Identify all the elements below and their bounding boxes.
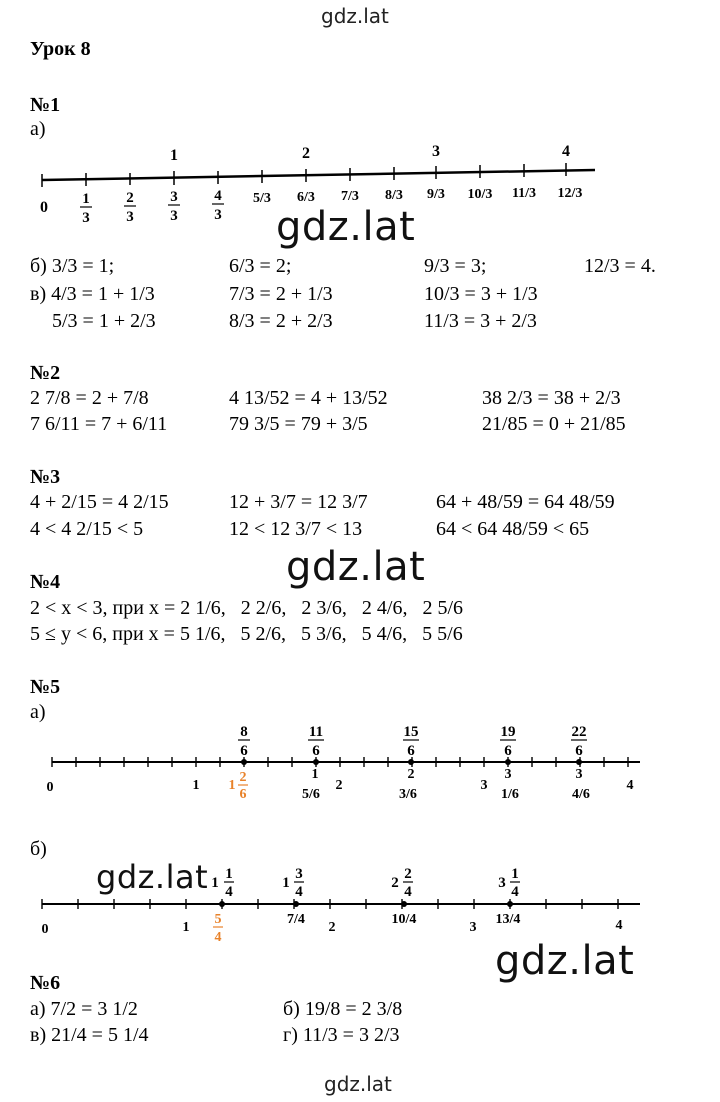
task3-heading: №3 (30, 466, 61, 488)
frac-den: 3 (126, 209, 134, 225)
top-label: 3 (432, 143, 440, 160)
task2-item: 21/85 = 0 + 21/85 (482, 413, 626, 435)
watermark-bottom: gdz.lat (324, 1072, 392, 1096)
zero-label: 0 (40, 199, 48, 216)
frac-inline: 6/3 (297, 190, 315, 205)
below-whole: 3 (504, 767, 512, 782)
watermark-big: gdz.lat (276, 204, 416, 250)
task3-item: 12 + 3/7 = 12 3/7 (229, 491, 368, 513)
task1-v-item: 11/3 = 3 + 2/3 (424, 310, 537, 332)
task1-b-item: б) 3/3 = 1; (30, 255, 115, 277)
task2-heading: №2 (30, 362, 61, 384)
watermark-top: gdz.lat (321, 4, 389, 28)
below-whole: 1 (311, 767, 319, 782)
mixed-whole: 1 (282, 875, 290, 891)
frac-inline: 5/3 (253, 191, 271, 206)
task1-b-item: 6/3 = 2; (229, 255, 292, 277)
highlight-fraction (213, 912, 223, 945)
task5a-number-line (30, 720, 650, 805)
task1-v-item: 8/3 = 2 + 2/3 (229, 310, 333, 332)
integer-label: 1 (182, 920, 190, 935)
task1-heading: №1 (30, 94, 61, 116)
frac-den: 3 (214, 207, 222, 223)
task2-item: 7 6/11 = 7 + 6/11 (30, 413, 168, 435)
mixed-den: 4 (295, 884, 303, 900)
mixed-num: 1 (511, 866, 519, 882)
frac-num: 15 (403, 724, 419, 740)
top-label: 1 (170, 147, 178, 164)
task3-item: 64 + 48/59 = 64 48/59 (436, 491, 615, 513)
frac-inline: 7/3 (341, 189, 359, 204)
task5-part-a: а) (30, 701, 46, 723)
integer-label: 1 (192, 778, 200, 793)
watermark-big: gdz.lat (495, 938, 635, 984)
mixed-num: 2 (404, 866, 412, 882)
frac-inline: 9/3 (427, 187, 445, 202)
task3-item: 4 + 2/15 = 4 2/15 (30, 491, 169, 513)
integer-label: 0 (46, 780, 54, 795)
task3-item: 4 < 4 2/15 < 5 (30, 518, 144, 540)
mixed-num: 1 (225, 866, 233, 882)
frac-den: 3 (82, 210, 90, 226)
task2-item: 38 2/3 = 38 + 2/3 (482, 387, 621, 409)
integer-label: 3 (480, 778, 488, 793)
axis-line (42, 170, 595, 180)
frac-num: 1 (82, 191, 90, 207)
frac-num: 22 (571, 724, 587, 740)
task1-number-line (30, 140, 610, 235)
top-label: 4 (562, 143, 570, 160)
integer-label: 4 (615, 918, 623, 933)
frac-den: 6 (312, 743, 320, 759)
frac-num: 2 (126, 190, 134, 206)
mixed-num: 3 (295, 866, 303, 882)
frac-den: 6 (504, 743, 512, 759)
watermark-big: gdz.lat (286, 544, 426, 590)
mixed-den: 4 (404, 884, 412, 900)
frac-num: 3 (170, 189, 178, 205)
task2-item: 4 13/52 = 4 + 13/52 (229, 387, 388, 409)
task4-line: 5 ≤ y < 6, при x = 5 1/6, 5 2/6, 5 3/6, 5 4/6, 5 5/6 (30, 623, 463, 645)
hl-den: 4 (214, 930, 222, 945)
mixed-den: 4 (225, 884, 233, 900)
task5-heading: №5 (30, 676, 61, 698)
task1-v-item: 7/3 = 2 + 1/3 (229, 283, 333, 305)
task1-v-item: 10/3 = 3 + 1/3 (424, 283, 538, 305)
integer-label: 4 (626, 778, 634, 793)
task6-item: а) 7/2 = 3 1/2 (30, 998, 138, 1020)
integer-label: 3 (469, 920, 477, 935)
lesson-title: Урок 8 (30, 38, 91, 60)
task5b-number-line (30, 860, 650, 945)
hl-whole: 1 (228, 778, 236, 793)
task2-item: 79 3/5 = 79 + 3/5 (229, 413, 368, 435)
frac-num: 19 (500, 724, 516, 740)
integer-label: 2 (335, 778, 343, 793)
integer-label: 2 (328, 920, 336, 935)
integer-label: 0 (41, 922, 49, 937)
frac-num: 4 (214, 188, 222, 204)
task1-part-a: а) (30, 118, 46, 140)
below-frac: 3/6 (399, 787, 417, 802)
task2-item: 2 7/8 = 2 + 7/8 (30, 387, 149, 409)
below-label: 13/4 (495, 912, 521, 927)
highlight-mixed (229, 770, 249, 802)
frac-num: 11 (308, 724, 324, 740)
task5-part-b: б) (30, 838, 47, 860)
below-whole: 3 (575, 767, 583, 782)
below-label: 10/4 (391, 912, 417, 927)
task6-item: г) 11/3 = 3 2/3 (283, 1024, 400, 1046)
task3-item: 64 < 64 48/59 < 65 (436, 518, 590, 540)
mixed-whole: 2 (391, 875, 399, 891)
task4-line: 2 < x < 3, при x = 2 1/6, 2 2/6, 2 3/6, 2 4/6, 2 5/6 (30, 597, 464, 619)
frac-den: 6 (575, 743, 583, 759)
top-label: 2 (302, 145, 310, 162)
hl-num: 2 (239, 770, 247, 785)
frac-den: 6 (240, 743, 248, 759)
below-whole: 2 (407, 767, 415, 782)
hl-den: 6 (239, 787, 247, 802)
task1-v-item: в) 4/3 = 1 + 1/3 (30, 283, 155, 305)
watermark-big: gdz.lat (96, 858, 209, 896)
frac-num: 8 (240, 724, 248, 740)
frac-den: 6 (407, 743, 415, 759)
task4-heading: №4 (30, 571, 61, 593)
task1-v-item: 5/3 = 1 + 2/3 (52, 310, 156, 332)
frac-inline: 12/3 (557, 186, 583, 201)
frac-den: 3 (170, 208, 178, 224)
task6-heading: №6 (30, 972, 61, 994)
task1-b-item: 9/3 = 3; (424, 255, 487, 277)
mixed-whole: 1 (211, 875, 219, 891)
frac-inline: 11/3 (511, 186, 537, 201)
task6-item: б) 19/8 = 2 3/8 (283, 998, 403, 1020)
frac-inline: 10/3 (467, 187, 493, 202)
below-frac: 1/6 (501, 787, 519, 802)
below-label: 7/4 (287, 912, 305, 927)
task1-b-item: 12/3 = 4. (584, 255, 656, 277)
task3-item: 12 < 12 3/7 < 13 (229, 518, 363, 540)
mixed-whole: 3 (498, 875, 506, 891)
task6-item: в) 21/4 = 5 1/4 (30, 1024, 149, 1046)
frac-inline: 8/3 (385, 188, 403, 203)
below-frac: 5/6 (302, 787, 320, 802)
below-frac: 4/6 (572, 787, 590, 802)
hl-num: 5 (214, 912, 222, 927)
mixed-den: 4 (511, 884, 519, 900)
